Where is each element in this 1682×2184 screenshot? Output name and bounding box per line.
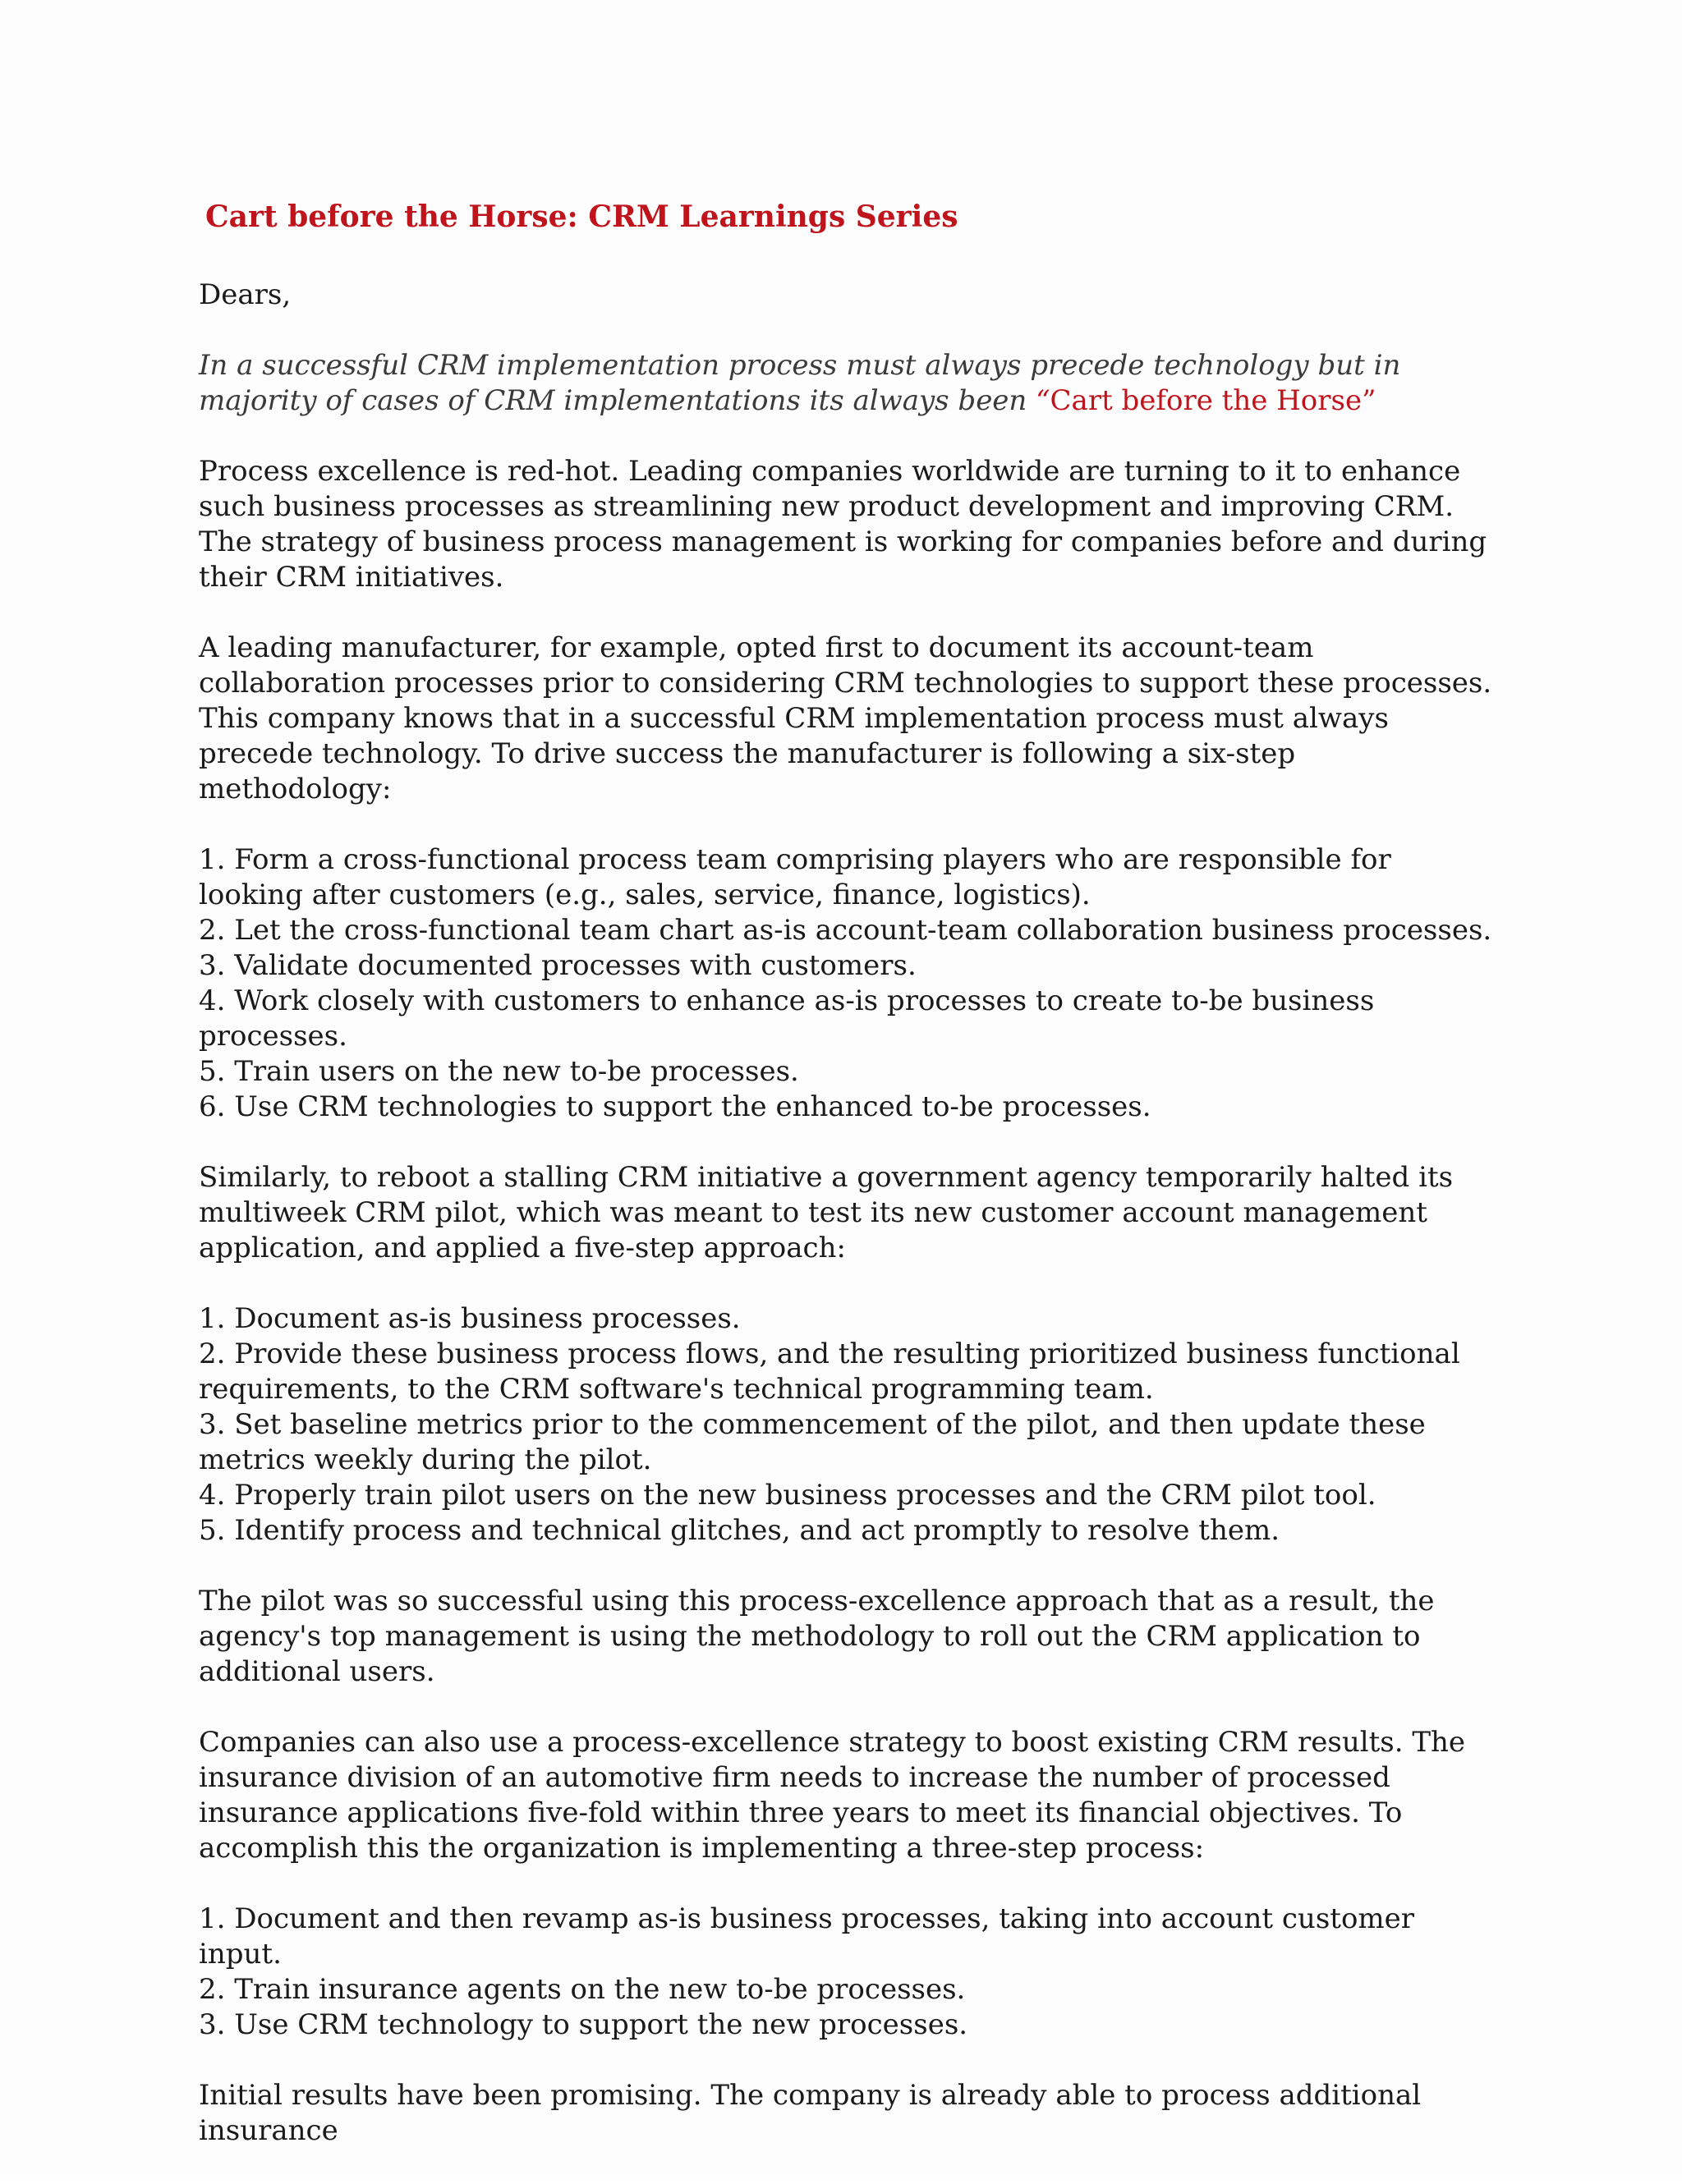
paragraph-insurance-division: Companies can also use a process-excellence strategy to boost existing CRM results. The insurance division of an automotive firm needs to increase the number of processed insurance applications five-fold within three years to meet its financial objectives. To accomplish this the organization is implementing a three-step process: (199, 1726, 1466, 1865)
list-item: 1. Document and then revamp as-is business processes, taking into account customer input. (199, 1902, 1415, 1971)
list-item: 2. Provide these business process flows, and the resulting prioritized business functional requirements, to the CRM software's technical programming team. (199, 1337, 1460, 1406)
list-item: 3. Use CRM technology to support the new processes. (199, 2008, 968, 2041)
list-item: 6. Use CRM technologies to support the enhanced to-be processes. (199, 1090, 1151, 1123)
intro-quote: Cart before the Horse” (1050, 384, 1376, 417)
list-item: 4. Properly train pilot users on the new business processes and the CRM pilot tool. (199, 1479, 1376, 1512)
manufacturer-steps-list (199, 842, 1496, 1125)
list-item: 3. Set baseline metrics prior to the commencement of the pilot, and then update these metrics weekly during the pilot. (199, 1408, 1426, 1476)
list-item: 2. Train insurance agents on the new to-be processes. (199, 1973, 966, 2006)
document-body (199, 197, 1496, 2184)
paragraph-government-agency: Similarly, to reboot a stalling CRM initiative a government agency temporarily halted its multiweek CRM pilot, which was meant to test its new customer account management application, and applied a five-step approach: (199, 1161, 1454, 1264)
agency-steps-list (199, 1301, 1496, 1549)
insurance-steps-list (199, 1902, 1496, 2043)
list-item: 5. Identify process and technical glitches, and act promptly to resolve them. (199, 1514, 1280, 1547)
intro-quote-open: “ (1036, 384, 1050, 417)
list-item: 5. Train users on the new to-be processes. (199, 1055, 799, 1088)
intro-text: In a successful CRM implementation process must always precede technology but in majority of cases of CRM implementations its always been (199, 349, 1401, 417)
list-item: 2. Let the cross-functional team chart as-is account-team collaboration business processes. (199, 914, 1492, 947)
paragraph-pilot-success: The pilot was so successful using this process-excellence approach that as a result, the agency's top management is using the methodology to roll out the CRM application to additional users. (199, 1585, 1435, 1688)
paragraph-initial-results: Initial results have been promising. The company is already able to process additional insurance (199, 2079, 1422, 2147)
greeting: Dears, (199, 278, 292, 311)
list-item: 1. Form a cross-functional process team comprising players who are responsible for looking after customers (e.g., sales, service, finance, logistics). (199, 843, 1391, 911)
intro-paragraph (199, 348, 1496, 419)
list-item: 4. Work closely with customers to enhance as-is processes to create to-be business processes. (199, 984, 1375, 1053)
paragraph-manufacturer: A leading manufacturer, for example, opted first to document its account-team collaboration processes prior to considering CRM technologies to support these processes. This company knows that in a successful CRM implementation process must always precede technology. To drive success the manufacturer is following a six-step methodology: (199, 631, 1492, 805)
document-title: Cart before the Horse: CRM Learnings Series (205, 200, 958, 234)
list-item: 3. Validate documented processes with customers. (199, 949, 917, 982)
paragraph-process-excellence: Process excellence is red-hot. Leading companies worldwide are turning to it to enhance such business processes as streamlining new product development and improving CRM. The strategy of business process management is working for companies before and during their CRM initiatives. (199, 455, 1487, 594)
list-item: 1. Document as-is business processes. (199, 1302, 741, 1335)
